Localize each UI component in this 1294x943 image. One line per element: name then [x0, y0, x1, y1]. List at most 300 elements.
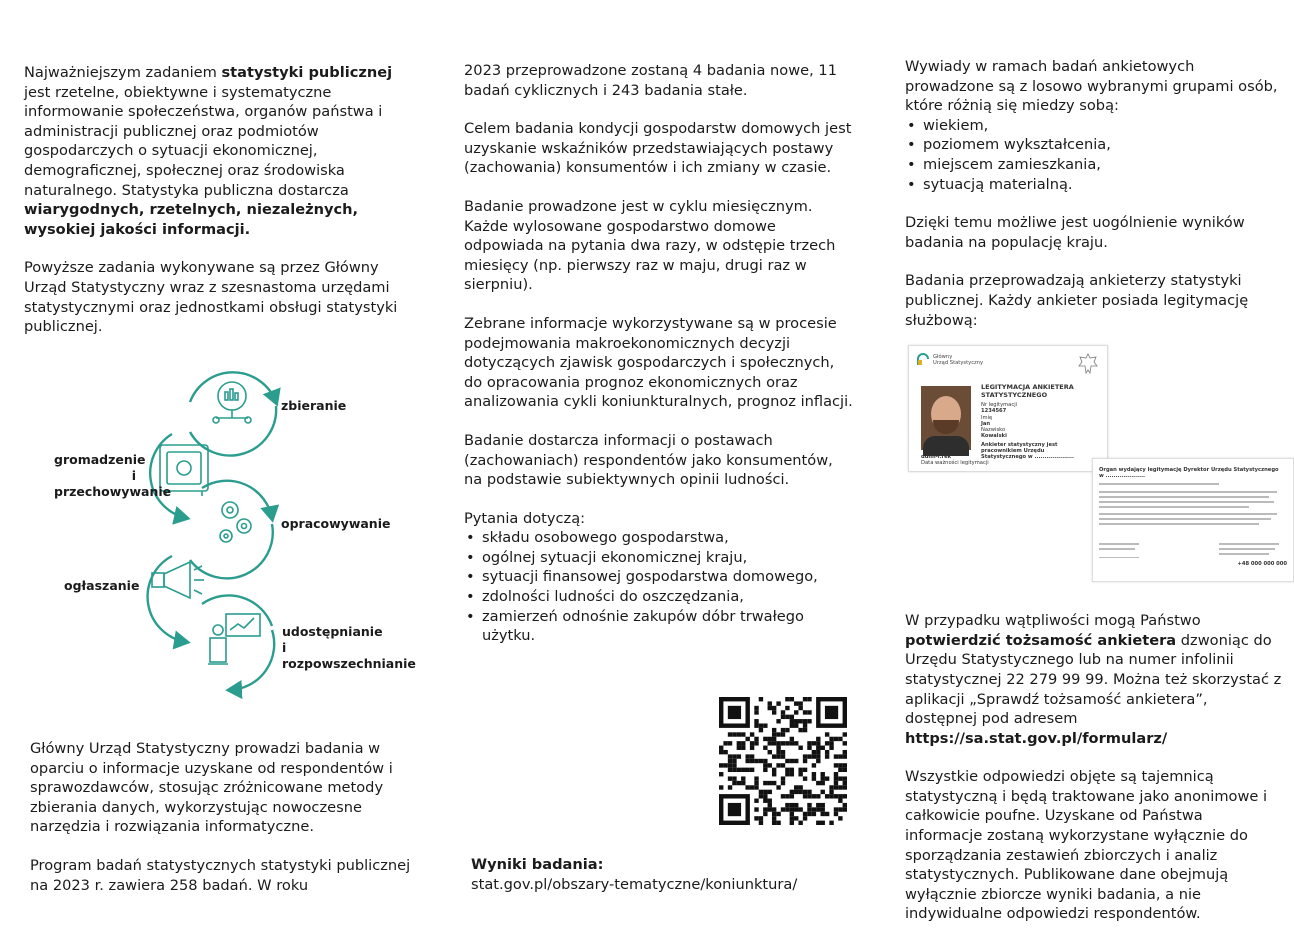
- qr-module: [834, 754, 838, 758]
- qr-module: [754, 737, 758, 741]
- card-name: Jan: [981, 420, 991, 427]
- qr-module: [838, 807, 842, 811]
- qr-module: [790, 772, 794, 776]
- qr-module: [781, 794, 785, 798]
- qr-module: [843, 785, 847, 789]
- qr-module: [781, 776, 785, 780]
- qr-module: [776, 750, 780, 754]
- qr-module: [821, 790, 825, 794]
- qr-module: [798, 706, 802, 710]
- qr-module: [790, 737, 794, 741]
- qr-module: [776, 746, 780, 750]
- qr-module: [768, 803, 772, 807]
- qr-module: [798, 785, 802, 789]
- gears-icon: [220, 502, 251, 542]
- qr-module: [728, 776, 732, 780]
- qr-module: [803, 794, 807, 798]
- qr-module: [759, 816, 763, 820]
- qr-module: [816, 737, 820, 741]
- step-sharing-line1: udostępnianie: [282, 624, 383, 639]
- program-continued: 2023 przeprowadzone zostaną 4 badania nowe, 11 badań cyklicznych i 243 badania stałe.: [464, 62, 838, 99]
- qr-module: [781, 750, 785, 754]
- list-item: • wiekiem,: [905, 116, 1282, 136]
- qr-module: [803, 816, 807, 820]
- qr-module: [843, 807, 847, 811]
- qr-module: [737, 741, 741, 745]
- interviewer-photo: [921, 386, 971, 450]
- qr-module: [745, 754, 749, 758]
- qr-module: [785, 794, 789, 798]
- qr-module: [785, 768, 789, 772]
- qr-module: [732, 776, 736, 780]
- qr-module: [776, 701, 780, 705]
- qr-module: [794, 701, 798, 705]
- qr-module: [776, 719, 780, 723]
- qr-module: [772, 754, 776, 758]
- qr-module: [798, 728, 802, 732]
- qr-module: [843, 781, 847, 785]
- qr-module: [816, 803, 820, 807]
- qr-module: [838, 816, 842, 820]
- qr-module: [723, 750, 727, 754]
- qr-module: [790, 794, 794, 798]
- qr-module: [745, 768, 749, 772]
- qr-module: [754, 741, 758, 745]
- qr-module: [781, 781, 785, 785]
- qr-module: [807, 790, 811, 794]
- qr-module: [790, 790, 794, 794]
- qr-module: [772, 812, 776, 816]
- qr-module: [838, 737, 842, 741]
- qr-module: [790, 807, 794, 811]
- qr-module: [732, 763, 736, 767]
- qr-module: [834, 772, 838, 776]
- step-storing-line1: gromadzenie: [54, 452, 146, 467]
- qr-module: [781, 710, 785, 714]
- qr-module: [750, 785, 754, 789]
- card-signature: [921, 454, 989, 467]
- qr-module: [728, 754, 732, 758]
- qr-module: [750, 768, 754, 772]
- eagle-emblem-icon: [1077, 352, 1099, 376]
- qr-module: [816, 821, 820, 825]
- qr-module: [781, 732, 785, 736]
- column-left-bottom: [30, 739, 422, 914]
- qr-module: [798, 807, 802, 811]
- qr-module: [838, 768, 842, 772]
- qr-module: [719, 750, 723, 754]
- qr-module: [768, 781, 772, 785]
- qr-module: [798, 821, 802, 825]
- qr-module: [768, 741, 772, 745]
- qr-module: [790, 741, 794, 745]
- qr-module: [759, 697, 763, 701]
- survey-usage: Zebrane informacje wykorzystywane są w procesie podejmowania makroekonomicznych decyzji dotyczących zjawisk gospodarczych i społecznych, do opracowania prognoz ekonomicznych oraz analizowania cykli koniunkturalnych, prognoz inflacji.: [464, 314, 853, 411]
- qr-module: [803, 710, 807, 714]
- qr-module: [821, 821, 825, 825]
- intro-text-c: jest rzetelne, obiektywne i systematyczne informowanie społeczeństwa, organów państwa i administracji publicznej oraz podmiotów gospodarczych o sytuacji ekonomicznej, demograficznej, społecznej oraz środowiska naturalnego. Statystyka publiczna dostarcza: [24, 83, 383, 199]
- qr-module: [741, 781, 745, 785]
- qr-module: [763, 790, 767, 794]
- interviewers-paragraph: Badania przeprowadzają ankieterzy statystyki publicznej. Każdy ankieter posiada legitymację służbową:: [905, 272, 1249, 329]
- qr-module: [812, 741, 816, 745]
- qr-module: [763, 746, 767, 750]
- qr-module: [754, 785, 758, 789]
- qr-module: [759, 794, 763, 798]
- qr-module: [825, 750, 829, 754]
- qr-module: [829, 794, 833, 798]
- intro-bold-quality: wiarygodnych, rzetelnych, niezależnych, wysokiej jakości informacji.: [24, 201, 359, 238]
- qr-module: [728, 732, 732, 736]
- qr-module: [794, 719, 798, 723]
- qr-module: [741, 732, 745, 736]
- qr-module: [768, 807, 772, 811]
- qr-module: [741, 768, 745, 772]
- qr-module: [812, 763, 816, 767]
- qr-module: [807, 746, 811, 750]
- card-surname-label: Nazwisko: [981, 427, 1006, 434]
- qr-module: [772, 737, 776, 741]
- qr-module: [741, 741, 745, 745]
- qr-module: [825, 732, 829, 736]
- qr-module: [768, 763, 772, 767]
- qr-module: [794, 723, 798, 727]
- qr-module: [798, 790, 802, 794]
- qr-module: [843, 741, 847, 745]
- qr-module: [803, 790, 807, 794]
- qr-module: [803, 754, 807, 758]
- process-diagram: [40, 360, 420, 705]
- generalization-paragraph: Dzięki temu możliwe jest uogólnienie wyników badania na populację kraju.: [905, 214, 1245, 251]
- qr-module: [834, 776, 838, 780]
- qr-module: [803, 728, 807, 732]
- qr-module: [843, 763, 847, 767]
- qr-module: [763, 807, 767, 811]
- questions-intro: Pytania dotyczą:: [464, 509, 586, 527]
- qr-module: [723, 741, 727, 745]
- qr-module: [834, 807, 838, 811]
- qr-module: [754, 816, 758, 820]
- qr-module: [732, 754, 736, 758]
- qr-module: [790, 821, 794, 825]
- qr-module: [785, 807, 789, 811]
- column-left: [24, 63, 416, 356]
- step-sharing: [282, 624, 420, 672]
- qr-module: [807, 719, 811, 723]
- qr-module: [829, 785, 833, 789]
- qr-module: [719, 746, 723, 750]
- qr-module: [781, 715, 785, 719]
- qr-module: [737, 781, 741, 785]
- qr-module: [825, 741, 829, 745]
- qr-module: [790, 759, 794, 763]
- intro-paragraph: [24, 63, 416, 239]
- survey-goal: Celem badania kondycji gospodarstw domowych jest uzyskanie wskaźników przedstawiających postawy (zachowania) konsumentów i ich zmiany w czasie.: [464, 120, 852, 177]
- qr-module: [776, 741, 780, 745]
- intro-text-a: Najważniejszym zadaniem: [24, 64, 222, 81]
- qr-module: [812, 794, 816, 798]
- qr-module: [754, 759, 758, 763]
- card-back-title: Organ wydający legitymację Dyrektor Urzędu Statystycznego w ....................: [1099, 467, 1279, 480]
- qr-module: [750, 746, 754, 750]
- qr-module: [816, 807, 820, 811]
- qr-module: [790, 719, 794, 723]
- qr-module: [759, 821, 763, 825]
- results-url[interactable]: stat.gov.pl/obszary-tematyczne/koniunktura/: [471, 876, 798, 893]
- qr-module: [838, 794, 842, 798]
- qr-module: [838, 776, 842, 780]
- qr-module: [807, 710, 811, 714]
- qr-module: [768, 750, 772, 754]
- verify-url[interactable]: https://sa.stat.gov.pl/formularz/: [905, 729, 1168, 747]
- qr-module: [843, 732, 847, 736]
- qr-module: [843, 754, 847, 758]
- qr-module: [790, 715, 794, 719]
- card-signature-value: ddlm-r.rek: [921, 454, 952, 460]
- qr-module: [719, 763, 723, 767]
- magnifier-chart-icon: [213, 382, 251, 423]
- qr-module: [821, 746, 825, 750]
- arc-3: [150, 434, 186, 518]
- qr-module: [790, 723, 794, 727]
- presenter-icon: [208, 614, 260, 664]
- gus-paragraph: Powyższe zadania wykonywane są przez Główny Urząd Statystyczny wraz z szesnastoma urzędami statystycznymi oraz jednostkami obsługi statystyki publicznej.: [24, 259, 398, 336]
- qr-module: [790, 803, 794, 807]
- qr-module: [754, 776, 758, 780]
- qr-module: [807, 807, 811, 811]
- qr-module: [772, 728, 776, 732]
- qr-module: [776, 754, 780, 758]
- step-collecting: zbieranie: [281, 398, 347, 413]
- qr-module: [816, 794, 820, 798]
- qr-code[interactable]: [719, 697, 847, 825]
- qr-module: [776, 763, 780, 767]
- results-label: Wyniki badania:: [471, 856, 604, 873]
- qr-module: [781, 763, 785, 767]
- qr-module: [763, 759, 767, 763]
- qr-module: [812, 776, 816, 780]
- qr-module: [763, 794, 767, 798]
- qr-module: [803, 723, 807, 727]
- list-item: • sytuacji finansowej gospodarstwa domowego,: [464, 567, 854, 587]
- verify-paragraph: [905, 611, 1282, 748]
- qr-module: [781, 728, 785, 732]
- qr-module: [821, 812, 825, 816]
- qr-module: [794, 759, 798, 763]
- arc-8: [230, 630, 274, 690]
- id-card-front: [908, 345, 1108, 472]
- qr-module: [798, 719, 802, 723]
- qr-module: [803, 719, 807, 723]
- qr-module: [772, 821, 776, 825]
- qr-module: [772, 741, 776, 745]
- list-item: • ogólnej sytuacji ekonomicznej kraju,: [464, 548, 854, 568]
- program-paragraph: Program badań statystycznych statystyki publicznej na 2023 r. zawiera 258 badań. W roku: [30, 856, 411, 894]
- column-middle: [464, 61, 854, 646]
- qr-module: [843, 776, 847, 780]
- qr-module: [754, 710, 758, 714]
- qr-module: [737, 732, 741, 736]
- card-name-label: Imię: [981, 414, 993, 421]
- list-item: • zdolności ludności do oszczędzania,: [464, 587, 854, 607]
- qr-module: [803, 812, 807, 816]
- qr-module: [772, 710, 776, 714]
- qr-module: [785, 741, 789, 745]
- qr-module: [829, 821, 833, 825]
- qr-module: [763, 799, 767, 803]
- qr-module: [785, 772, 789, 776]
- qr-module: [821, 781, 825, 785]
- qr-module: [750, 741, 754, 745]
- card-note: Ankieter statystyczny jest pracownikiem Urzędu Statystycznego w ....................: [981, 441, 1074, 461]
- qr-module: [803, 697, 807, 701]
- list-item: • sytuacją materialną.: [905, 175, 1282, 195]
- qr-module: [781, 807, 785, 811]
- qr-module: [763, 763, 767, 767]
- qr-module: [843, 803, 847, 807]
- qr-module: [843, 750, 847, 754]
- qr-module: [825, 776, 829, 780]
- step-storing: [54, 452, 172, 500]
- qr-module: [785, 697, 789, 701]
- qr-module: [754, 781, 758, 785]
- qr-module: [772, 732, 776, 736]
- qr-module: [732, 759, 736, 763]
- qr-module: [768, 701, 772, 705]
- qr-module: [812, 807, 816, 811]
- qr-module: [719, 772, 723, 776]
- qr-module: [794, 803, 798, 807]
- qr-module: [763, 768, 767, 772]
- qr-module: [750, 732, 754, 736]
- qr-module: [816, 781, 820, 785]
- qr-module: [785, 759, 789, 763]
- qr-module: [829, 741, 833, 745]
- qr-module: [812, 750, 816, 754]
- qr-module: [803, 768, 807, 772]
- card-org-line1: Główny: [933, 354, 953, 360]
- qr-module: [763, 781, 767, 785]
- card-back-number: +48 000 000 000: [1237, 561, 1287, 567]
- qr-module: [829, 737, 833, 741]
- qr-module: [807, 754, 811, 758]
- qr-module: [790, 768, 794, 772]
- qr-module: [838, 754, 842, 758]
- qr-module: [785, 706, 789, 710]
- qr-module: [798, 772, 802, 776]
- icons: [152, 382, 260, 664]
- step-processing: opracowywanie: [281, 516, 391, 531]
- qr-module: [794, 710, 798, 714]
- results-block: [471, 855, 797, 895]
- intro-bold-term: statystyki publicznej: [221, 64, 393, 81]
- list-item: • poziomem wykształcenia,: [905, 135, 1282, 155]
- qr-module: [745, 737, 749, 741]
- qr-module: [732, 732, 736, 736]
- qr-module: [732, 768, 736, 772]
- qr-module: [732, 781, 736, 785]
- qr-module: [821, 776, 825, 780]
- qr-module: [759, 723, 763, 727]
- methods-paragraph: Główny Urząd Statystyczny prowadzi badania w oparciu o informacje uzyskane od respondentów i sprawozdawców, stosując zróżnicowane metody zbierania danych, wykorzystując nowoczesne narzędzia i rozwiązania informatyczne.: [30, 740, 393, 836]
- step-announcing: ogłaszanie: [64, 578, 140, 593]
- step-storing-line2: i przechowywanie: [54, 468, 172, 499]
- qr-module: [785, 728, 789, 732]
- qr-module: [838, 799, 842, 803]
- qr-module: [754, 807, 758, 811]
- verify-text-a: W przypadku wątpliwości mogą Państwo: [905, 612, 1201, 630]
- questions-list: [464, 528, 854, 646]
- qr-module: [807, 812, 811, 816]
- qr-module: [794, 741, 798, 745]
- qr-module: [763, 812, 767, 816]
- qr-module: [741, 776, 745, 780]
- survey-provides: Badanie dostarcza informacji o postawach (zachowaniach) respondentów jako konsumentów, na podstawie subiektywnych opinii ludności.: [464, 431, 833, 489]
- qr-module: [745, 785, 749, 789]
- id-card-back: [1092, 458, 1294, 582]
- qr-module: [728, 763, 732, 767]
- qr-module: [728, 768, 732, 772]
- qr-module: [825, 754, 829, 758]
- list-item: • miejscem zamieszkania,: [905, 155, 1282, 175]
- qr-module: [794, 807, 798, 811]
- verify-text-c: dzwoniąc do Urzędu Statystycznego lub na numer infolinii statystycznej 22 279 99 99. Można też skorzystać z aplikacji „Sprawdź tożsamość ankietera”, dostępnej pod adresem: [905, 631, 1282, 728]
- qr-module: [776, 732, 780, 736]
- qr-module: [759, 790, 763, 794]
- qr-module: [798, 701, 802, 705]
- card-number-label: Nr legitymacji: [981, 402, 1018, 408]
- qr-module: [776, 812, 780, 816]
- arc-2: [190, 406, 276, 456]
- qr-module: [759, 759, 763, 763]
- qr-module: [816, 746, 820, 750]
- qr-module: [737, 746, 741, 750]
- qr-module: [772, 807, 776, 811]
- interviews-paragraph: Wywiady w ramach badań ankietowych prowadzone są z losowo wybranymi grupami osób, które różnią się miedzy sobą:: [905, 58, 1278, 115]
- qr-module: [781, 741, 785, 745]
- qr-module: [812, 812, 816, 816]
- qr-module: [723, 763, 727, 767]
- qr-module: [759, 728, 763, 732]
- qr-module: [829, 790, 833, 794]
- qr-module: [737, 754, 741, 758]
- qr-module: [803, 776, 807, 780]
- qr-module: [772, 768, 776, 772]
- qr-module: [754, 719, 758, 723]
- qr-module: [803, 759, 807, 763]
- verify-bold: potwierdzić tożsamość ankietera: [905, 631, 1177, 649]
- qr-module: [768, 706, 772, 710]
- qr-module: [728, 785, 732, 789]
- qr-module: [834, 812, 838, 816]
- qr-module: [834, 763, 838, 767]
- qr-module: [772, 816, 776, 820]
- qr-module: [719, 785, 723, 789]
- qr-module: [825, 812, 829, 816]
- qr-module: [807, 741, 811, 745]
- confidentiality-paragraph: Wszystkie odpowiedzi objęte są tajemnicą statystyczną i będą traktowane jako anonimowe i całkowicie poufne. Uzyskane od Państwa informacje zostaną wykorzystane wyłącznie do sporządzania zestawień zbiorczych i analiz statystycznych. Publikowane dane obejmują wyłącznie zbiorcze wyniki badania, a nie indywidualne odpowiedzi respondentów.: [905, 768, 1268, 923]
- fold-line-left: [440, 0, 441, 931]
- qr-module: [812, 772, 816, 776]
- card-org-line2: Urząd Statystyczny: [933, 360, 984, 367]
- qr-module: [812, 754, 816, 758]
- qr-module: [790, 816, 794, 820]
- qr-module: [750, 754, 754, 758]
- card-details: [981, 384, 1091, 461]
- qr-module: [807, 794, 811, 798]
- qr-module: [816, 759, 820, 763]
- qr-module: [745, 759, 749, 763]
